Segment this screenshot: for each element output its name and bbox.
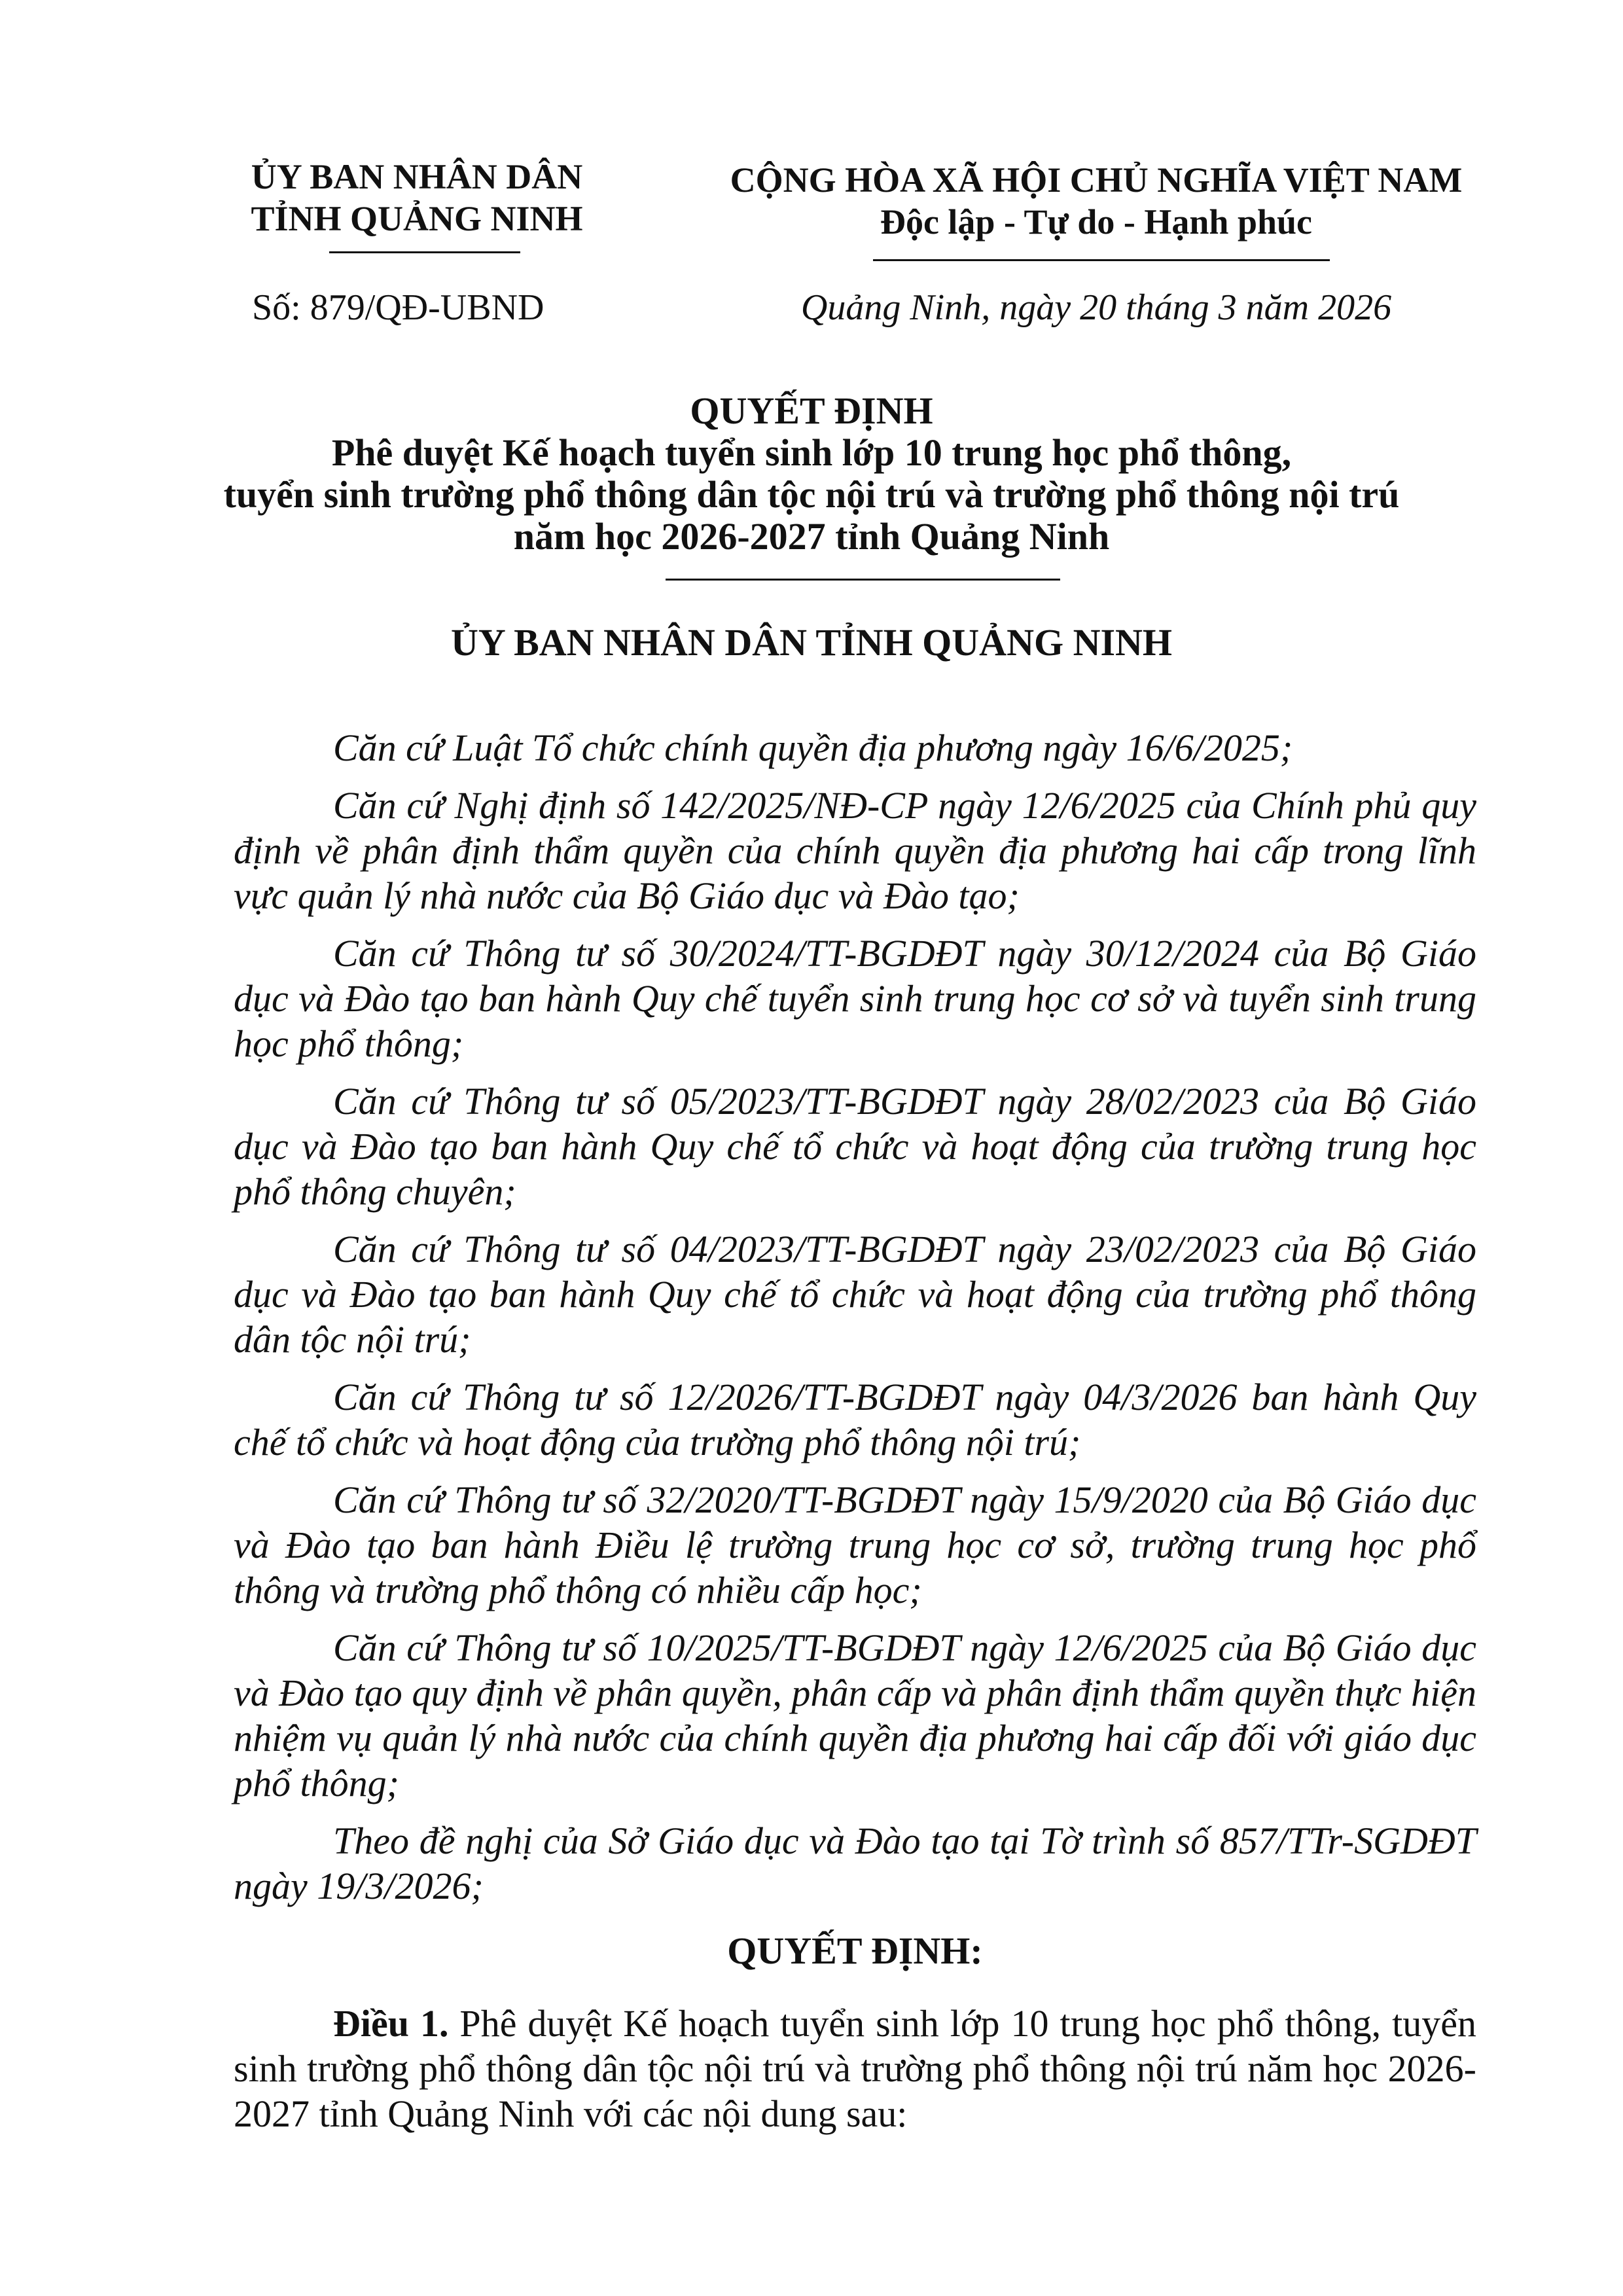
motto-underline: [873, 259, 1330, 261]
document-body: [234, 725, 1476, 2149]
article-1: [234, 2001, 1476, 2136]
article-1-text: Phê duyệt Kế hoạch tuyển sinh lớp 10 trung học phổ thông, tuyển sinh trường phổ thông dân tộc nội trú và trường phổ thông nội trú năm học 2026-2027 tỉnh Quảng Ninh với các nội dung sau:: [234, 2002, 1476, 2135]
subject-line-1: Phê duyệt Kế hoạch tuyển sinh lớp 10 trung học phổ thông,: [331, 431, 1292, 474]
legal-basis: Căn cứ Thông tư số 04/2023/TT-BGDĐT ngày 23/02/2023 của Bộ Giáo dục và Đào tạo ban hành Quy chế tổ chức và hoạt động của trường phổ thông dân tộc nội trú;: [234, 1228, 1476, 1361]
legal-basis: Căn cứ Nghị định số 142/2025/NĐ-CP ngày 12/6/2025 của Chính phủ quy định về phân định thẩm quyền của chính quyền địa phương hai cấp trong lĩnh vực quản lý nhà nước của Bộ Giáo dục và Đào tạo;: [234, 784, 1476, 917]
decision-heading: QUYẾT ĐỊNH:: [727, 1929, 983, 1972]
nation-line-1: CỘNG HÒA XÃ HỘI CHỦ NGHĨA VIỆT NAM: [730, 160, 1463, 200]
document-title: [59, 390, 1564, 558]
legal-basis: Căn cứ Thông tư số 32/2020/TT-BGDĐT ngày 15/9/2020 của Bộ Giáo dục và Đào tạo ban hành Điều lệ trường trung học cơ sở, trường trung học phổ thông và trường phổ thông có nhiều cấp học;: [234, 1479, 1476, 1611]
title-underline: [666, 579, 1060, 581]
agency-underline: [329, 251, 520, 253]
national-motto: [664, 159, 1528, 243]
agency-line-2: TỈNH QUẢNG NINH: [251, 199, 583, 238]
legal-basis: Căn cứ Thông tư số 12/2026/TT-BGDĐT ngày 04/3/2026 ban hành Quy chế tổ chức và hoạt động của trường phổ thông nội trú;: [234, 1376, 1476, 1463]
agency-line-1: ỦY BAN NHÂN DÂN: [251, 157, 583, 196]
article-1-label: Điều 1.: [333, 2002, 449, 2045]
place-date: Quảng Ninh, ngày 20 tháng 3 năm 2026: [800, 287, 1392, 328]
legal-basis: Căn cứ Thông tư số 10/2025/TT-BGDĐT ngày 12/6/2025 của Bộ Giáo dục và Đào tạo quy định về phân quyền, phân cấp và phân định thẩm quyền thực hiện nhiệm vụ quản lý nhà nước của chính quyền địa phương hai cấp đối với giáo dục phổ thông;: [234, 1626, 1476, 1804]
proposal-basis: Theo đề nghị của Sở Giáo dục và Đào tạo tại Tờ trình số 857/TTr-SGDĐT ngày 19/3/2026;: [234, 1820, 1476, 1907]
document-number: Số: 879/QĐ-UBND: [252, 287, 544, 328]
subject-line-2: tuyển sinh trường phổ thông dân tộc nội trú và trường phổ thông nội trú: [223, 473, 1400, 516]
agency-name: [207, 156, 626, 240]
title-heading: QUYẾT ĐỊNH: [690, 389, 933, 432]
issuer-heading: ỦY BAN NHÂN DÂN TỈNH QUẢNG NINH: [450, 621, 1173, 664]
legal-basis: Căn cứ Thông tư số 05/2023/TT-BGDĐT ngày 28/02/2023 của Bộ Giáo dục và Đào tạo ban hành Quy chế tổ chức và hoạt động của trường trung học phổ thông chuyên;: [234, 1080, 1476, 1213]
subject-line-3: năm học 2026-2027 tỉnh Quảng Ninh: [513, 515, 1110, 558]
legal-basis: Căn cứ Luật Tổ chức chính quyền địa phương ngày 16/6/2025;: [333, 726, 1293, 769]
legal-basis: Căn cứ Thông tư số 30/2024/TT-BGDĐT ngày 30/12/2024 của Bộ Giáo dục và Đào tạo ban hành Quy chế tuyển sinh trung học cơ sở và tuyển sinh trung học phổ thông;: [234, 932, 1476, 1065]
nation-line-2: Độc lập - Tự do - Hạnh phúc: [880, 202, 1313, 242]
